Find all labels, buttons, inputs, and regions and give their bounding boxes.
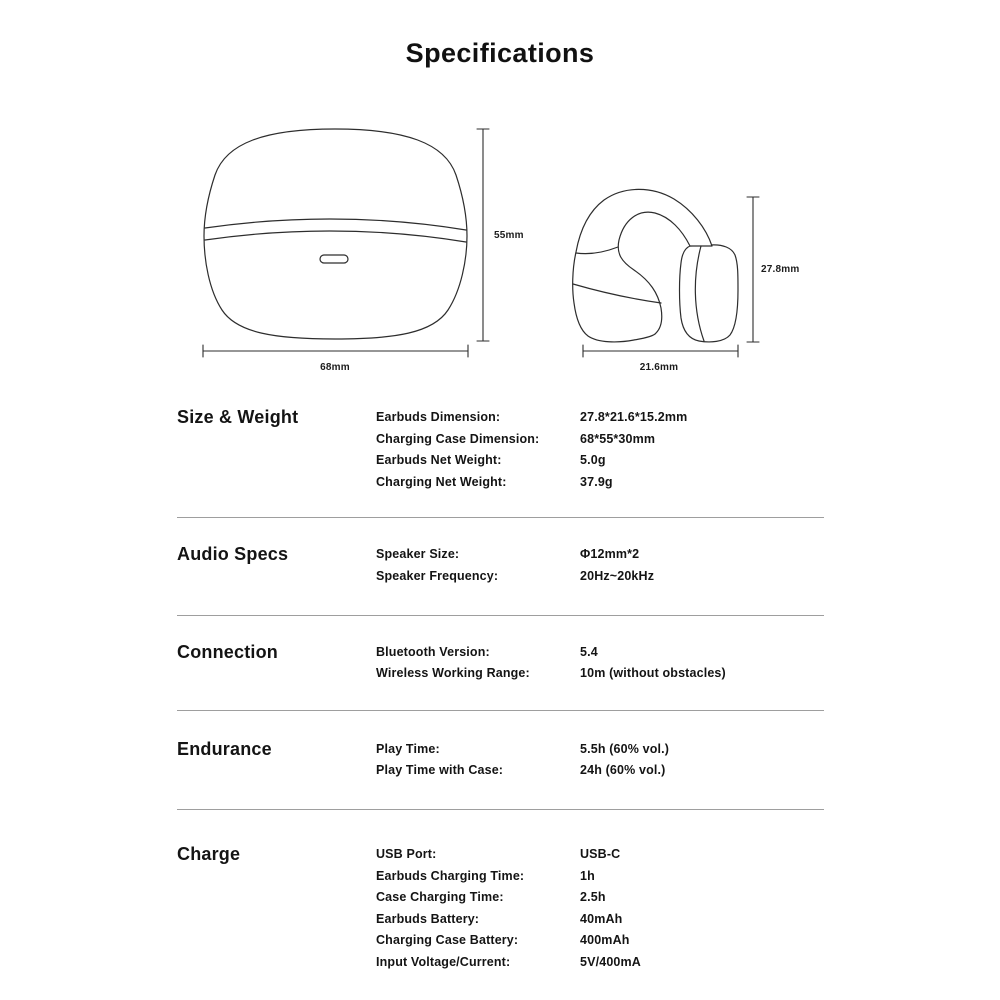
spec-value: 40mAh	[580, 911, 623, 926]
section-rows	[376, 544, 824, 587]
section-title: Connection	[177, 641, 278, 662]
spec-label: Play Time with Case:	[376, 763, 504, 778]
spec-section-charge	[177, 810, 824, 974]
spec-row	[376, 844, 824, 866]
spec-label: Wireless Working Range:	[376, 666, 530, 681]
spec-table	[177, 390, 824, 974]
spec-label: Speaker Frequency:	[376, 568, 499, 583]
spec-value: 5V/400mA	[580, 954, 641, 969]
earbud-width-dimension	[583, 345, 738, 373]
spec-row	[376, 450, 824, 472]
earbud-height-label: 27.8mm	[761, 264, 800, 275]
spec-label: Input Voltage/Current:	[376, 954, 511, 969]
spec-value: 68*55*30mm	[580, 431, 656, 446]
spec-label: Earbuds Net Weight:	[376, 453, 502, 468]
earbud-drawing	[573, 189, 738, 342]
spec-row	[376, 739, 824, 761]
spec-value: 2.5h	[580, 890, 606, 905]
earbud-battery-pod	[680, 245, 739, 342]
product-dimension-diagram	[0, 0, 1000, 388]
spec-label: Earbuds Battery:	[376, 911, 480, 926]
spec-value: 400mAh	[580, 933, 630, 948]
case-height-label: 55mm	[494, 230, 524, 241]
spec-row	[376, 642, 824, 664]
spec-row	[376, 407, 824, 429]
section-title: Audio Specs	[177, 544, 289, 565]
spec-row	[376, 663, 824, 685]
spec-row	[376, 472, 824, 494]
earbud-height-dimension	[747, 197, 799, 342]
spec-label: Earbuds Dimension:	[376, 410, 501, 424]
section-rows	[376, 844, 824, 974]
spec-value: 5.4	[580, 644, 598, 659]
spec-row	[376, 544, 824, 566]
spec-row	[376, 866, 824, 888]
section-title: Endurance	[177, 738, 272, 759]
section-rows	[376, 642, 824, 685]
spec-row	[376, 930, 824, 952]
spec-label: Charging Case Dimension:	[376, 431, 540, 446]
spec-label: Charging Case Battery:	[376, 933, 519, 948]
spec-label: Play Time:	[376, 741, 440, 756]
spec-value: USB-C	[580, 846, 621, 861]
spec-value: Φ12mm*2	[580, 547, 640, 562]
spec-row	[376, 952, 824, 974]
spec-value: 37.9g	[580, 474, 613, 489]
spec-value: 1h	[580, 868, 595, 883]
spec-value: 27.8*21.6*15.2mm	[580, 410, 688, 424]
page-title: Specifications	[405, 38, 595, 68]
spec-row	[376, 566, 824, 588]
spec-section-endurance	[177, 711, 824, 810]
spec-section-audio-specs	[177, 518, 824, 615]
spec-row	[376, 909, 824, 931]
spec-row	[376, 887, 824, 909]
spec-label: Charging Net Weight:	[376, 474, 507, 489]
spec-value: 20Hz~20kHz	[580, 568, 655, 583]
spec-row	[376, 429, 824, 451]
earbud-width-label: 21.6mm	[639, 362, 679, 373]
section-rows	[376, 407, 824, 493]
spec-label: USB Port:	[376, 846, 437, 861]
spec-section-size-weight	[177, 390, 824, 518]
spec-label: Earbuds Charging Time:	[376, 868, 525, 883]
spec-label: Bluetooth Version:	[376, 644, 490, 659]
spec-value: 5.0g	[580, 453, 606, 468]
section-rows	[376, 739, 824, 782]
spec-value: 10m (without obstacles)	[580, 666, 726, 681]
spec-value: 5.5h (60% vol.)	[580, 741, 670, 756]
spec-row	[376, 760, 824, 782]
spec-label: Speaker Size:	[376, 547, 460, 562]
section-title: Size & Weight	[177, 407, 299, 427]
spec-label: Case Charging Time:	[376, 890, 504, 905]
charging-case-drawing	[204, 129, 467, 339]
spec-section-connection	[177, 616, 824, 711]
spec-value: 24h (60% vol.)	[580, 763, 666, 778]
case-height-dimension	[477, 129, 524, 341]
case-width-dimension	[203, 345, 468, 373]
case-width-label: 68mm	[320, 362, 350, 373]
section-title: Charge	[177, 843, 241, 864]
